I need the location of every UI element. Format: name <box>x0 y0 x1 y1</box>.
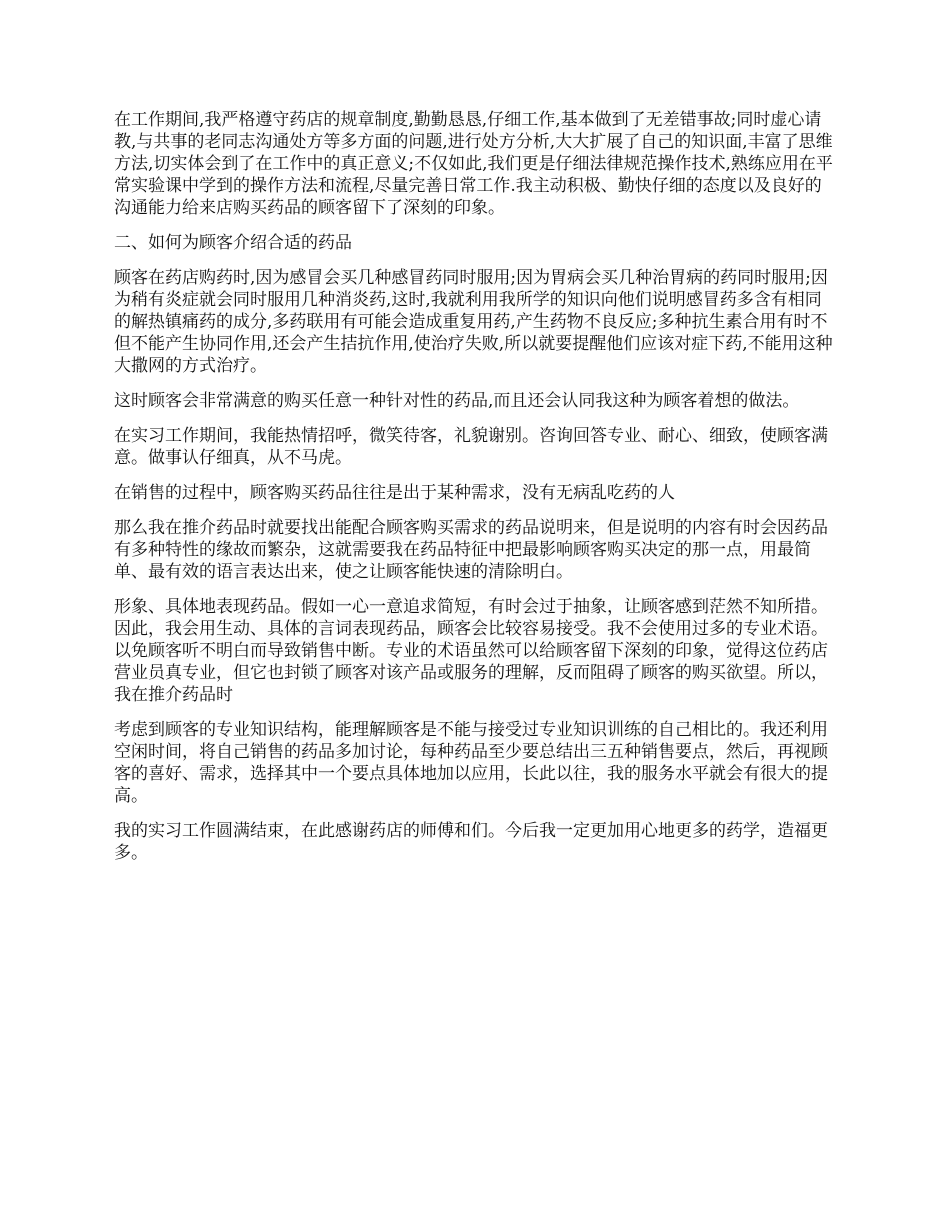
paragraph-vivid-description: 形象、具体地表现药品。假如一心一意追求简短，有时会过于抽象，让顾客感到茫然不知所措。因此，我会用生动、具体的言词表现药品，顾客会比较容易接受。我不会使用过多的专业术语。以免顾客听不明白而导致销售中断。专业的术语虽然可以给顾客留下深刻的印象，觉得这位药店营业员真专业，但它也封锁了顾客对该产品或服务的理解，反而阻碍了顾客的购买欲望。所以，我在推介药品时 <box>114 597 828 705</box>
paragraph-customer-purchasing: 顾客在药店购药时,因为感冒会买几种感冒药同时服用;因为胃病会买几种治胃病的药同时服用;因为稍有炎症就会同时服用几种消炎药,这时,我就利用我所学的知识向他们说明感冒药多含有相同的解热镇痛药的成分,多药联用有可能会造成重复用药,产生药物不良反应;多种抗生素合用有时不但不能产生协同作用,还会产生拮抗作用,使治疗失败,所以就要提醒他们应该对症下药,不能用这种大撒网的方式治疗。 <box>114 268 833 376</box>
paragraph-recommendation-method: 那么我在推介药品时就要找出能配合顾客购买需求的药品说明来，但是说明的内容有时会因药品有多种特性的缘故而繁杂，这就需要我在药品特征中把最影响顾客购买决定的那一点，用最简单、最有效的语言表达出来，使之让顾客能快速的清除明白。 <box>114 518 828 582</box>
paragraph-knowledge-structure: 考虑到顾客的专业知识结构，能理解顾客是不能与接受过专业知识训练的自己相比的。我还利用空闲时间，将自己销售的药品多加讨论，每种药品至少要总结出三五种销售要点，然后，再视顾客的喜好、需求，选择其中一个要点具体地加以应用，长此以往，我的服务水平就会有很大的提高。 <box>114 720 828 806</box>
paragraph-work-period: 在工作期间,我严格遵守药店的规章制度,勤勤恳恳,仔细工作,基本做到了无差错事故;同时虚心请教,与共事的老同志沟通处方等多方面的问题,进行处方分析,大大扩展了自己的知识面,丰富了思维方法,切实体会到了在工作中的真正意义;不仅如此,我们更是仔细法律规范操作技术,熟练应用在平常实验课中学到的操作方法和流程,尽量完善日常工作.我主动积极、勤快仔细的态度以及良好的沟通能力给来店购买药品的顾客留下了深刻的印象。 <box>114 110 833 218</box>
paragraph-customer-satisfied: 这时顾客会非常满意的购买任意一种针对性的药品,而且还会认同我这种为顾客着想的做法。 <box>114 391 800 411</box>
section-heading-recommend-medicine: 二、如何为顾客介绍合适的药品 <box>114 233 352 253</box>
paragraph-conclusion: 我的实习工作圆满结束，在此感谢药店的师傅和们。今后我一定更加用心地更多的药学，造福更多。 <box>114 821 828 863</box>
document-body <box>114 109 838 877</box>
paragraph-sales-process: 在销售的过程中，顾客购买药品往往是出于某种需求，没有无病乱吃药的人 <box>114 483 675 503</box>
paragraph-service-attitude: 在实习工作期间，我能热情招呼，微笑待客，礼貌谢别。咨询回答专业、耐心、细致，使顾客满意。做事认仔细真，从不马虎。 <box>114 426 828 468</box>
